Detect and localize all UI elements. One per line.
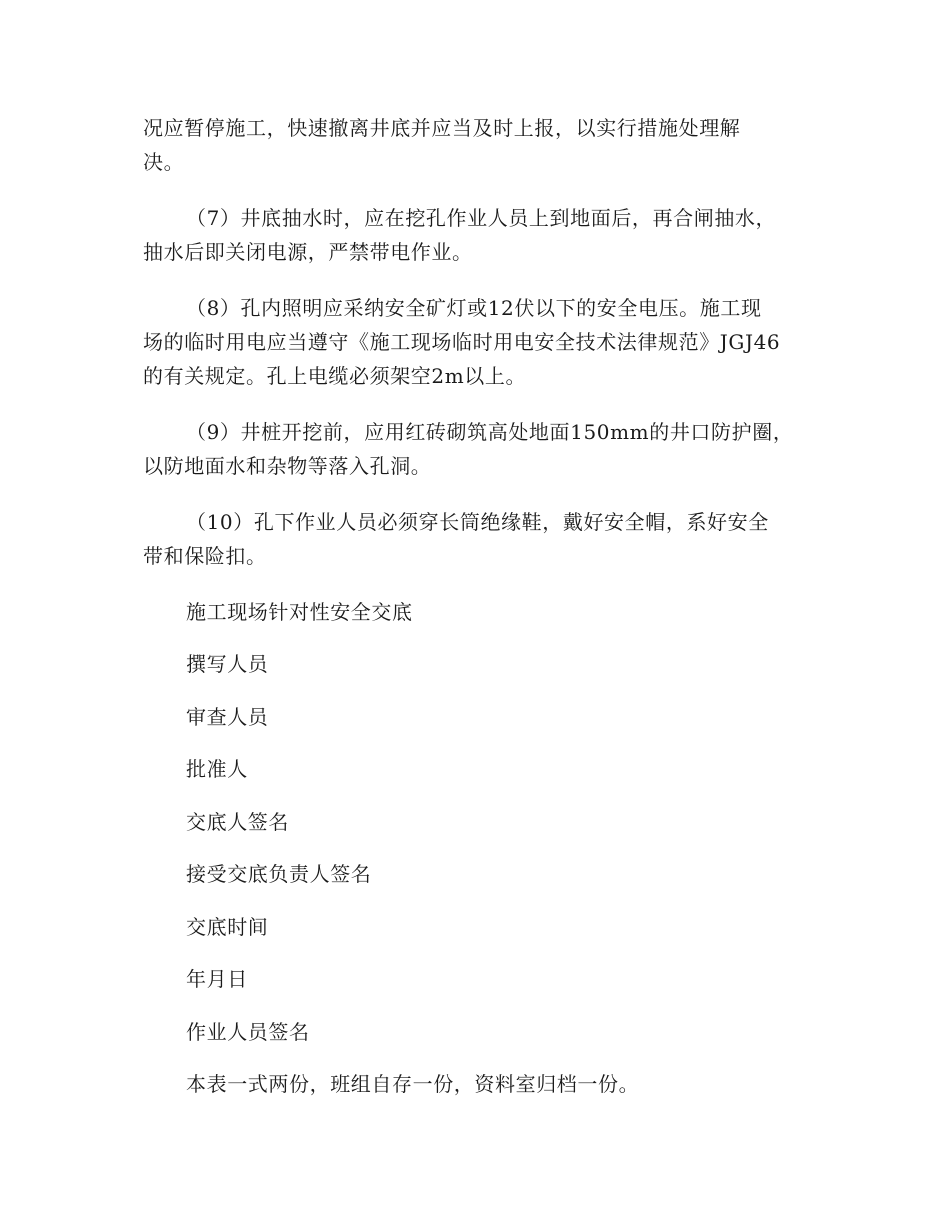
- text-line: 抽水后即关闭电源，严禁带电作业。: [143, 240, 473, 264]
- text-line: 带和保险扣。: [143, 544, 267, 568]
- section-title: 施工现场针对性安全交底: [186, 600, 413, 624]
- form-label-writer: 撰写人员: [186, 652, 269, 676]
- form-label-briefing-time: 交底时间: [186, 915, 269, 939]
- text-line: （9）井桩开挖前，应用红砖砌筑高处地面150mm的井口防护圈，: [186, 420, 794, 444]
- form-label-briefer-signature: 交底人签名: [186, 810, 289, 834]
- form-label-worker-signature: 作业人员签名: [186, 1020, 310, 1044]
- text-line: 以防地面水和杂物等落入孔洞。: [143, 454, 432, 478]
- text-line: （7）井底抽水时，应在挖孔作业人员上到地面后，再合闸抽水，: [186, 206, 777, 230]
- paragraph-item-9: [143, 415, 808, 483]
- form-footnote: 本表一式两份，班组自存一份，资料室归档一份。: [186, 1072, 640, 1096]
- text-line: （10）孔下作业人员必须穿长筒绝缘鞋，戴好安全帽，系好安全: [186, 510, 769, 534]
- form-label-date: 年月日: [186, 967, 248, 991]
- text-line: （8）孔内照明应采纳安全矿灯或12伏以下的安全电压。施工现: [186, 296, 762, 320]
- paragraph-item-8: [143, 291, 808, 393]
- text-line: 况应暂停施工，快速撤离井底并应当及时上报，以实行措施处理解: [143, 116, 741, 140]
- form-label-receiver-signature: 接受交底负责人签名: [186, 862, 372, 886]
- text-line: 决。: [143, 150, 185, 174]
- form-label-reviewer: 审查人员: [186, 705, 269, 729]
- text-line: 场的临时用电应当遵守《施工现场临时用电安全技术法律规范》JGJ46: [143, 330, 781, 354]
- paragraph-item-10: [143, 505, 808, 573]
- form-label-approver: 批准人: [186, 757, 248, 781]
- paragraph-item-7: [143, 201, 808, 269]
- text-line: 的有关规定。孔上电缆必须架空2m以上。: [143, 364, 527, 388]
- paragraph-continuation: [143, 111, 808, 179]
